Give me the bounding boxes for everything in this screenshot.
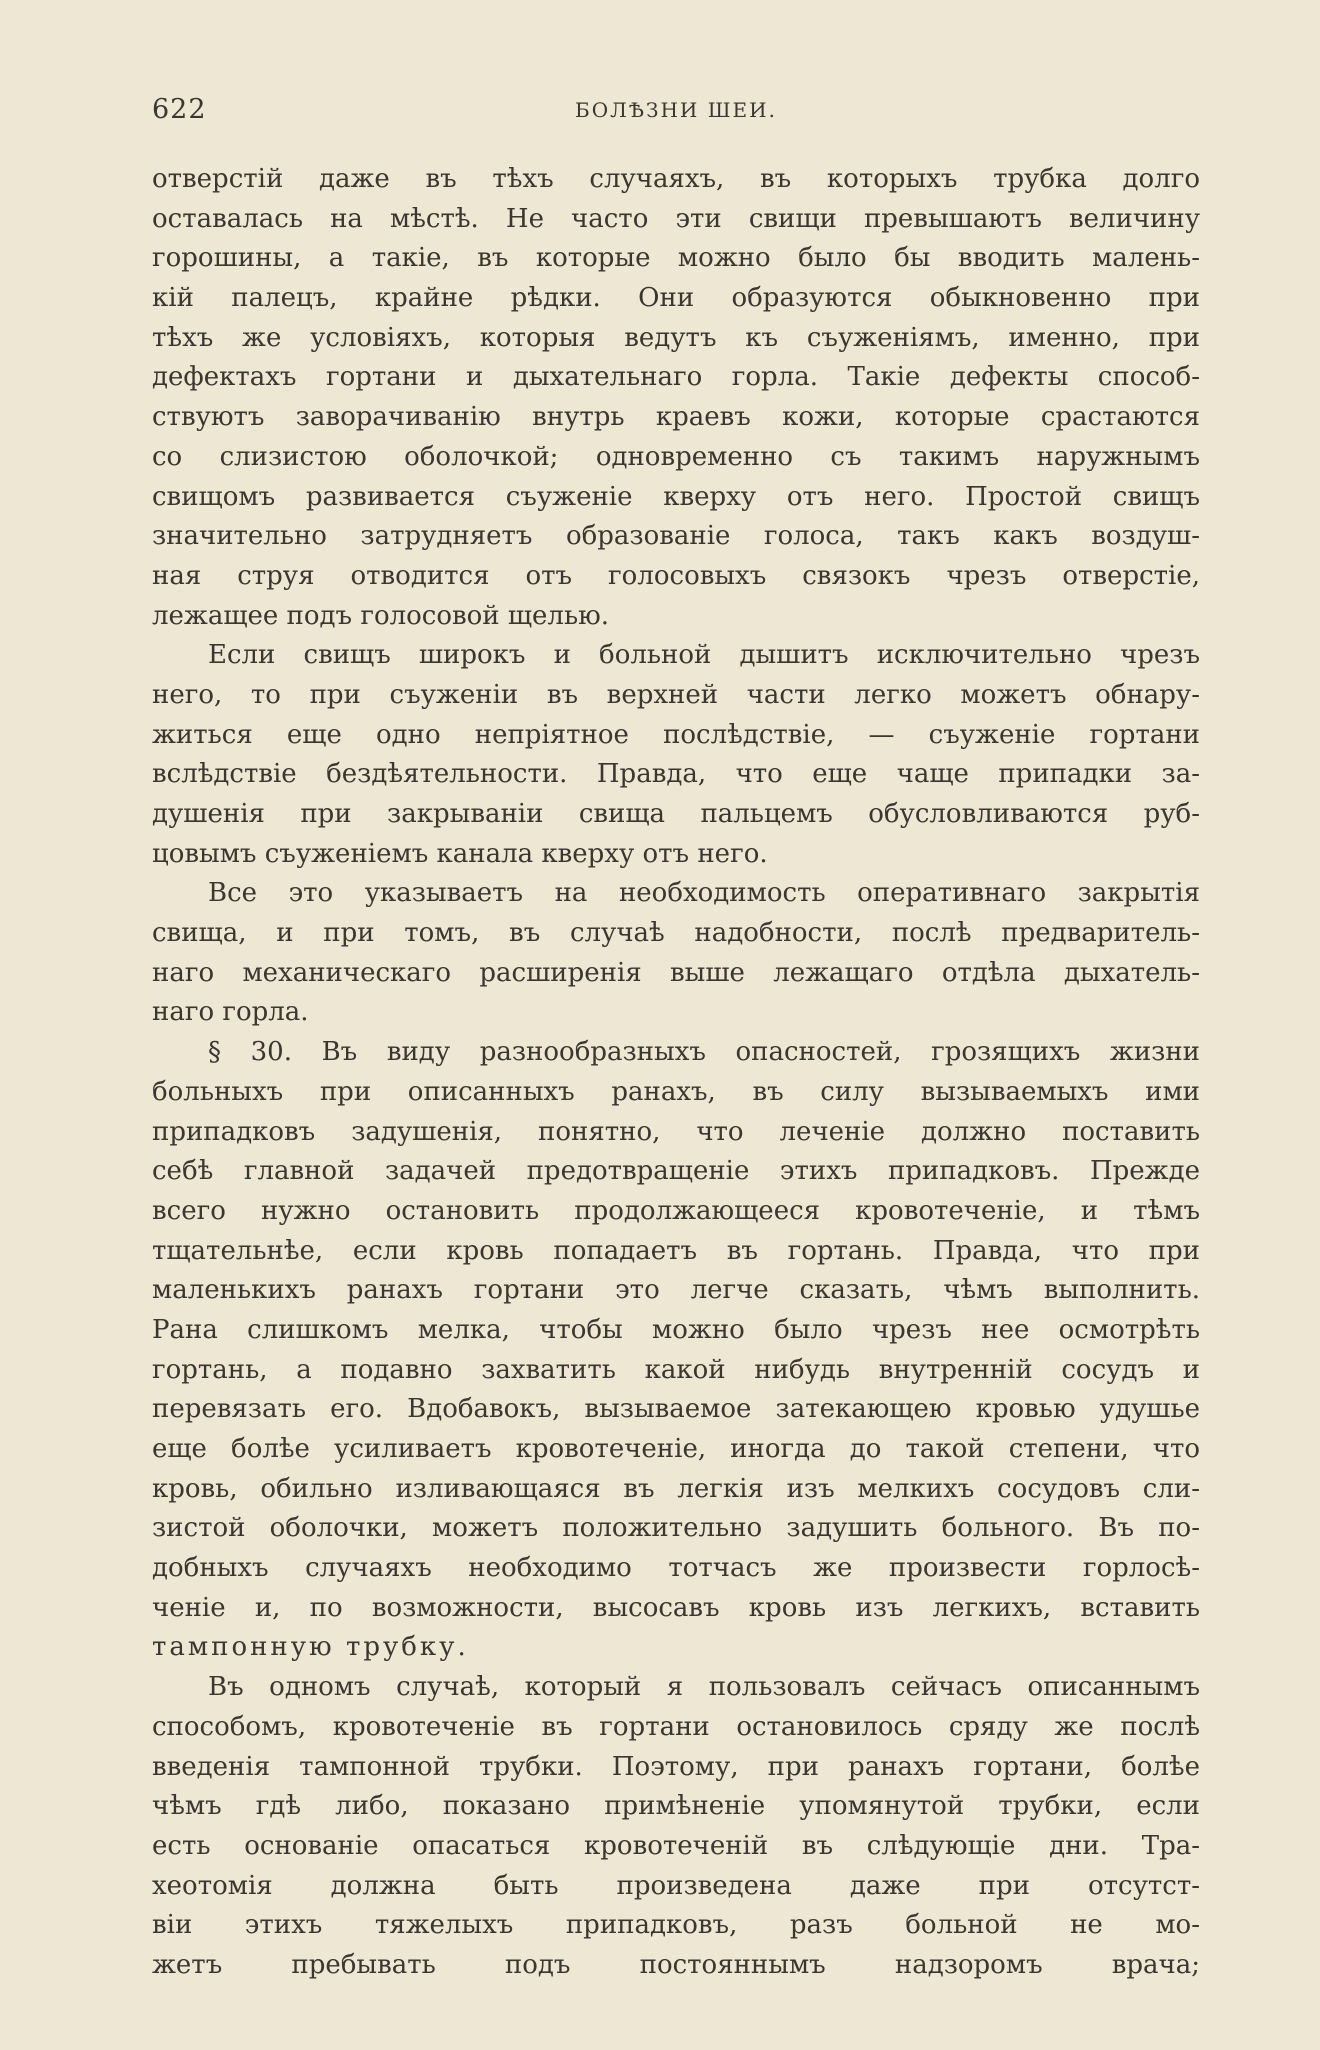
text-line: есть основаніе опасаться кровотеченій въ слѣдующіе дни. Тра- [152, 1830, 1200, 1861]
paragraph [152, 636, 1200, 874]
text-line: кій палецъ, крайне рѣдки. Они образуются обыкновенно при [152, 283, 1200, 314]
text-line: введенія тампонной трубки. Поэтому, при ранахъ гортани, болѣе [152, 1751, 1200, 1782]
text-line: свища, и при томъ, въ случаѣ надобности, послѣ предваритель- [152, 918, 1200, 949]
paragraph [152, 1668, 1200, 1986]
text-line: гортань, а подавно захватить какой нибудь внутренній сосудъ и [152, 1354, 1200, 1385]
text-line: ченіе и, по возможности, высосавъ кровь изъ легкихъ, вставить [152, 1592, 1200, 1623]
text-line: ствуютъ заворачиванію внутрь краевъ кожи, которые срастаются [152, 402, 1200, 433]
text-line: ная струя отводится отъ голосовыхъ связокъ чрезъ отверстіе, [152, 560, 1200, 591]
text-line: горошины, а такіе, въ которые можно было бы вводить малень- [152, 243, 1200, 274]
text-line: себѣ главной задачей предотвращеніе этихъ припадковъ. Прежде [152, 1156, 1200, 1187]
text-line: вслѣдствіе бездѣятельности. Правда, что еще чаще припадки за- [152, 759, 1200, 790]
text-line: житься еще одно непріятное послѣдствіе, — съуженіе гортани [152, 719, 1200, 750]
text-line: перевязать его. Вдобавокъ, вызываемое затекающею кровью удушье [152, 1394, 1200, 1425]
text-line: свищомъ развивается съуженіе кверху отъ него. Простой свищъ [152, 481, 1200, 512]
paragraph [152, 1033, 1200, 1668]
text-line: отверстій даже въ тѣхъ случаяхъ, въ которыхъ трубка долго [152, 164, 1200, 194]
text-line: Въ одномъ случаѣ, который я пользовалъ сейчасъ описаннымъ [208, 1672, 1200, 1703]
text-line: жетъ пребывать подъ постояннымъ надзоромъ врача; [152, 1949, 1200, 1980]
text-line: добныхъ случаяхъ необходимо тотчасъ же произвести горлосѣ- [152, 1553, 1200, 1584]
text-line: всего нужно остановить продолжающееся кровотеченіе, и тѣмъ [152, 1195, 1200, 1226]
text-line: маленькихъ ранахъ гортани это легче сказать, чѣмъ выполнить. [152, 1275, 1200, 1306]
text-line: Рана слишкомъ мелка, чтобы можно было чрезъ нее осмотрѣть [152, 1314, 1200, 1345]
text-line: со слизистою оболочкой; одновременно съ такимъ наружнымъ [152, 441, 1200, 472]
running-title: БОЛѢЗНИ ШЕИ. [575, 98, 777, 122]
text-line: чѣмъ гдѣ либо, показано примѣненіе упомянутой трубки, если [152, 1791, 1200, 1822]
text-line: Все это указываетъ на необходимость оперативнаго закрытія [208, 878, 1200, 909]
text-line: больныхъ при описанныхъ ранахъ, въ силу вызываемыхъ ими [152, 1076, 1200, 1107]
text-line: припадковъ задушенія, понятно, что леченіе должно поставить [152, 1116, 1200, 1147]
text-line: значительно затрудняетъ образованіе голоса, такъ какъ воздуш- [152, 521, 1200, 552]
text-line: кровь, обильно изливающаяся въ легкія изъ мелкихъ сосудовъ сли- [152, 1473, 1200, 1504]
text-line: наго горла. [152, 997, 309, 1028]
text-line: зистой оболочки, можетъ положительно задушить больного. Въ по- [152, 1513, 1200, 1544]
text-line: способомъ, кровотеченіе въ гортани остановилось сряду же послѣ [152, 1711, 1200, 1742]
paragraph [152, 874, 1200, 1033]
text-line: оставалась на мѣстѣ. Не часто эти свищи превышаютъ величину [152, 203, 1200, 234]
text-line: лежащее подъ голосовой щелью. [152, 600, 610, 631]
text-line: Если свищъ широкъ и больной дышитъ исключительно чрезъ [208, 640, 1200, 671]
page-number: 622 [152, 94, 207, 125]
text-line: него, то при съуженіи въ верхней части легко можетъ обнару- [152, 679, 1200, 710]
text-line: дефектахъ гортани и дыхательнаго горла. Такіе дефекты способ- [152, 362, 1200, 393]
text-line: тѣхъ же условіяхъ, которыя ведутъ къ съуженіямъ, именно, при [152, 322, 1200, 353]
text-line: віи этихъ тяжелыхъ припадковъ, разъ больной не мо- [152, 1910, 1200, 1941]
text-line: § 30. Въ виду разнообразныхъ опасностей, грозящихъ жизни [208, 1037, 1200, 1068]
text-line: тампонную трубку. [152, 1632, 469, 1663]
text-line: хеотомія должна быть произведена даже при отсутст- [152, 1870, 1200, 1901]
page-header [152, 94, 1200, 130]
text-line: тщательнѣе, если кровь попадаетъ въ гортань. Правда, что при [152, 1235, 1200, 1266]
paragraph [152, 160, 1200, 636]
text-line: цовымъ съуженіемъ канала кверху отъ него. [152, 838, 768, 869]
text-line: душенія при закрываніи свища пальцемъ обусловливаются руб- [152, 799, 1200, 829]
text-line: наго механическаго расширенія выше лежащаго отдѣла дыхатель- [152, 957, 1200, 988]
text-line: еще болѣе усиливаетъ кровотеченіе, иногда до такой степени, что [152, 1434, 1200, 1464]
body-text [152, 160, 1200, 1986]
